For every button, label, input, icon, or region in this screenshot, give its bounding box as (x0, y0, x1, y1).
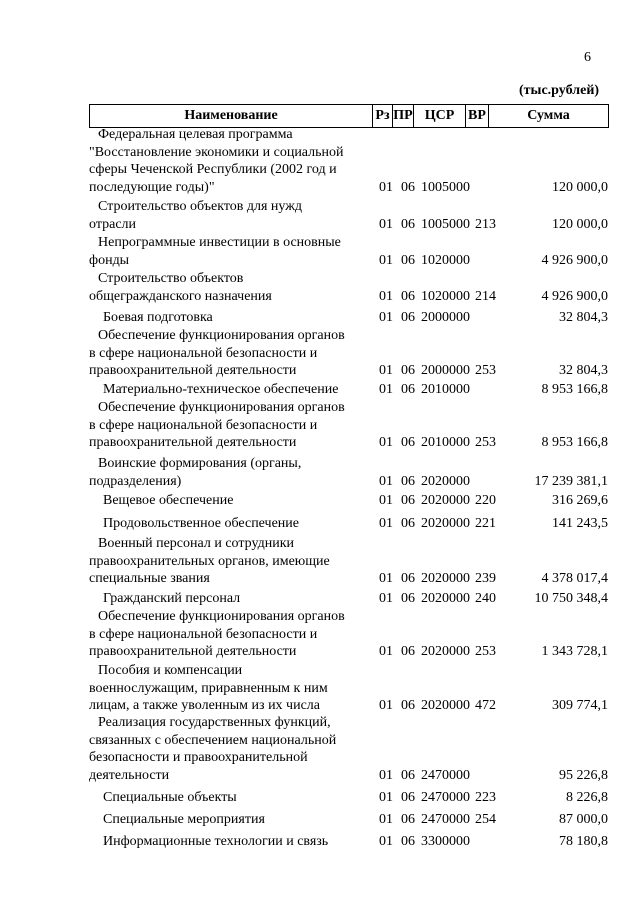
row-pr: 06 (401, 790, 415, 805)
row-name-line: Обеспечение функционирования органов (98, 609, 345, 624)
row-rz: 01 (379, 790, 393, 805)
row-vr: 214 (475, 288, 496, 304)
row-csr: 3300000 (421, 834, 470, 849)
header-pr: ПР (393, 105, 414, 127)
row-name-line: Продовольственное обеспечение (103, 516, 299, 531)
row-name (0, 535, 330, 588)
row-name (0, 198, 302, 233)
row-pr: 06 (401, 834, 415, 849)
row-name (0, 309, 213, 327)
row-sum: 32 804,3 (559, 310, 608, 325)
row-name-line: Непрограммные инвестиции в основные (98, 235, 341, 250)
row-sum: 4 378 017,4 (541, 571, 608, 586)
row-name (0, 455, 301, 490)
header-rz: Рз (373, 105, 393, 127)
row-vr: 221 (475, 516, 496, 531)
row-name-line: Специальные мероприятия (103, 812, 265, 827)
row-csr: 2000000 (421, 310, 470, 325)
row-rz: 01 (379, 591, 393, 606)
row-rz: 01 (379, 382, 393, 397)
row-name-line: лицам, а также уволенным из их числа (89, 698, 321, 713)
row-csr: 2010000 (421, 435, 470, 450)
row-sum: 17 239 381,1 (534, 473, 608, 489)
row-name (0, 590, 240, 608)
row-vr: 240 (475, 591, 496, 606)
row-pr: 06 (401, 310, 415, 325)
row-sum: 309 774,1 (552, 698, 608, 713)
row-vr: 253 (475, 363, 496, 378)
row-name (0, 492, 233, 510)
row-vr: 254 (475, 812, 496, 827)
row-name-line: Информационные технологии и связь (103, 834, 329, 849)
row-rz: 01 (379, 644, 393, 659)
row-name-line: военнослужащим, приравненным к ним (89, 680, 328, 696)
row-vr: 220 (475, 493, 496, 508)
row-pr: 06 (401, 363, 415, 378)
row-name (0, 789, 237, 807)
header-name: Наименование (90, 105, 373, 127)
row-name (0, 608, 345, 661)
row-rz: 01 (379, 179, 393, 195)
row-name (0, 399, 345, 452)
row-rz: 01 (379, 571, 393, 586)
row-name (0, 833, 328, 851)
row-name-line: Обеспечение функционирования органов (98, 328, 345, 343)
row-sum: 120 000,0 (552, 216, 608, 232)
row-pr: 06 (401, 252, 415, 268)
row-name-line: связанных с обеспечением национальной (89, 732, 337, 748)
row-name-line: последующие годы)" (89, 179, 215, 195)
row-rz: 01 (379, 252, 393, 268)
row-name-line: в сфере национальной безопасности и (89, 345, 318, 361)
row-pr: 06 (401, 179, 415, 195)
row-name (0, 381, 338, 399)
row-name-line: безопасности и правоохранительной (89, 750, 308, 765)
row-name-line: Вещевое обеспечение (103, 493, 234, 508)
row-rz: 01 (379, 812, 393, 827)
row-name-line: правоохранительной деятельности (89, 435, 297, 450)
row-vr: 472 (475, 698, 496, 713)
row-name-line: в сфере национальной безопасности и (89, 417, 318, 433)
row-pr: 06 (401, 591, 415, 606)
row-vr: 213 (475, 216, 496, 232)
row-rz: 01 (379, 834, 393, 849)
row-name (0, 811, 265, 829)
row-sum: 32 804,3 (559, 363, 608, 378)
row-rz: 01 (379, 767, 393, 783)
row-name-line: Федеральная целевая программа (98, 127, 293, 142)
row-rz: 01 (379, 288, 393, 304)
row-pr: 06 (401, 382, 415, 397)
row-csr: 2020000 (421, 516, 470, 531)
row-name-line: Боевая подготовка (103, 310, 213, 325)
row-name-line: правоохранительных органов, имеющие (89, 553, 330, 569)
row-csr: 1005000 (421, 216, 470, 232)
row-name-line: Обеспечение функционирования органов (98, 400, 345, 415)
row-csr: 2000000 (421, 363, 470, 378)
table-header (89, 104, 609, 128)
row-pr: 06 (401, 644, 415, 659)
units-label: (тыс.рублей) (519, 83, 600, 98)
row-pr: 06 (401, 473, 415, 489)
row-name-line: правоохранительной деятельности (89, 644, 297, 659)
row-name-line: Гражданский персонал (103, 591, 241, 606)
row-name-line: Строительство объектов (98, 271, 244, 286)
row-pr: 06 (401, 812, 415, 827)
page-number: 6 (584, 50, 591, 65)
row-name-line: специальные звания (89, 571, 210, 586)
row-name-line: отрасли (89, 216, 137, 232)
row-rz: 01 (379, 310, 393, 325)
row-csr: 1020000 (421, 252, 470, 268)
row-sum: 8 226,8 (566, 790, 608, 805)
row-name-line: правоохранительной деятельности (89, 363, 297, 378)
row-sum: 8 953 166,8 (541, 435, 608, 450)
row-name (0, 515, 299, 533)
row-sum: 95 226,8 (559, 767, 608, 783)
row-name (0, 662, 328, 715)
row-rz: 01 (379, 698, 393, 713)
row-pr: 06 (401, 516, 415, 531)
row-rz: 01 (379, 435, 393, 450)
row-csr: 1005000 (421, 179, 470, 195)
row-sum: 141 243,5 (552, 516, 608, 531)
row-name-line: Военный персонал и сотрудники (98, 536, 294, 551)
row-sum: 10 750 348,4 (534, 591, 608, 606)
row-name-line: Строительство объектов для нужд (98, 199, 303, 214)
row-csr: 2020000 (421, 591, 470, 606)
row-vr: 239 (475, 571, 496, 586)
row-pr: 06 (401, 493, 415, 508)
row-rz: 01 (379, 516, 393, 531)
header-csr: ЦСР (414, 105, 466, 127)
row-sum: 4 926 900,0 (541, 252, 608, 268)
row-vr: 253 (475, 644, 496, 659)
row-csr: 2470000 (421, 812, 470, 827)
row-rz: 01 (379, 493, 393, 508)
row-name-line: подразделения) (89, 473, 182, 489)
row-name (0, 126, 344, 196)
row-name-line: сферы Чеченской Республики (2002 год и (89, 162, 337, 177)
row-sum: 4 926 900,0 (541, 288, 608, 304)
row-csr: 2020000 (421, 644, 470, 659)
row-rz: 01 (379, 216, 393, 232)
row-name-line: Пособия и компенсации (98, 663, 243, 678)
row-name-line: Реализация государственных функций, (98, 715, 331, 730)
row-pr: 06 (401, 698, 415, 713)
row-csr: 2020000 (421, 698, 470, 713)
row-vr: 223 (475, 790, 496, 805)
row-sum: 8 953 166,8 (541, 382, 608, 397)
row-pr: 06 (401, 216, 415, 232)
row-rz: 01 (379, 363, 393, 378)
row-name (0, 327, 345, 380)
row-name-line: общегражданского назначения (89, 288, 272, 304)
row-name-line: Воинские формирования (органы, (98, 456, 302, 471)
header-vr: ВР (466, 105, 489, 127)
header-sum: Сумма (527, 108, 570, 123)
row-pr: 06 (401, 767, 415, 783)
row-sum: 316 269,6 (552, 493, 608, 508)
row-csr: 1020000 (421, 288, 470, 304)
row-csr: 2020000 (421, 493, 470, 508)
row-name-line: Материально-техническое обеспечение (103, 382, 339, 397)
row-rz: 01 (379, 473, 393, 489)
row-sum: 120 000,0 (552, 179, 608, 195)
row-sum: 1 343 728,1 (541, 644, 608, 659)
row-csr: 2020000 (421, 571, 470, 586)
row-pr: 06 (401, 571, 415, 586)
row-name (0, 714, 336, 784)
row-pr: 06 (401, 288, 415, 304)
row-name-line: в сфере национальной безопасности и (89, 626, 318, 642)
row-name (0, 234, 341, 269)
row-name (0, 270, 272, 305)
row-pr: 06 (401, 435, 415, 450)
row-name-line: деятельности (89, 767, 170, 783)
row-name-line: Специальные объекты (103, 790, 237, 805)
row-sum: 78 180,8 (559, 834, 608, 849)
row-sum: 87 000,0 (559, 812, 608, 827)
row-name-line: "Восстановление экономики и социальной (89, 144, 344, 160)
row-csr: 2470000 (421, 767, 470, 783)
row-vr: 253 (475, 435, 496, 450)
row-name-line: фонды (89, 252, 130, 268)
row-csr: 2020000 (421, 473, 470, 489)
row-csr: 2010000 (421, 382, 470, 397)
row-csr: 2470000 (421, 790, 470, 805)
